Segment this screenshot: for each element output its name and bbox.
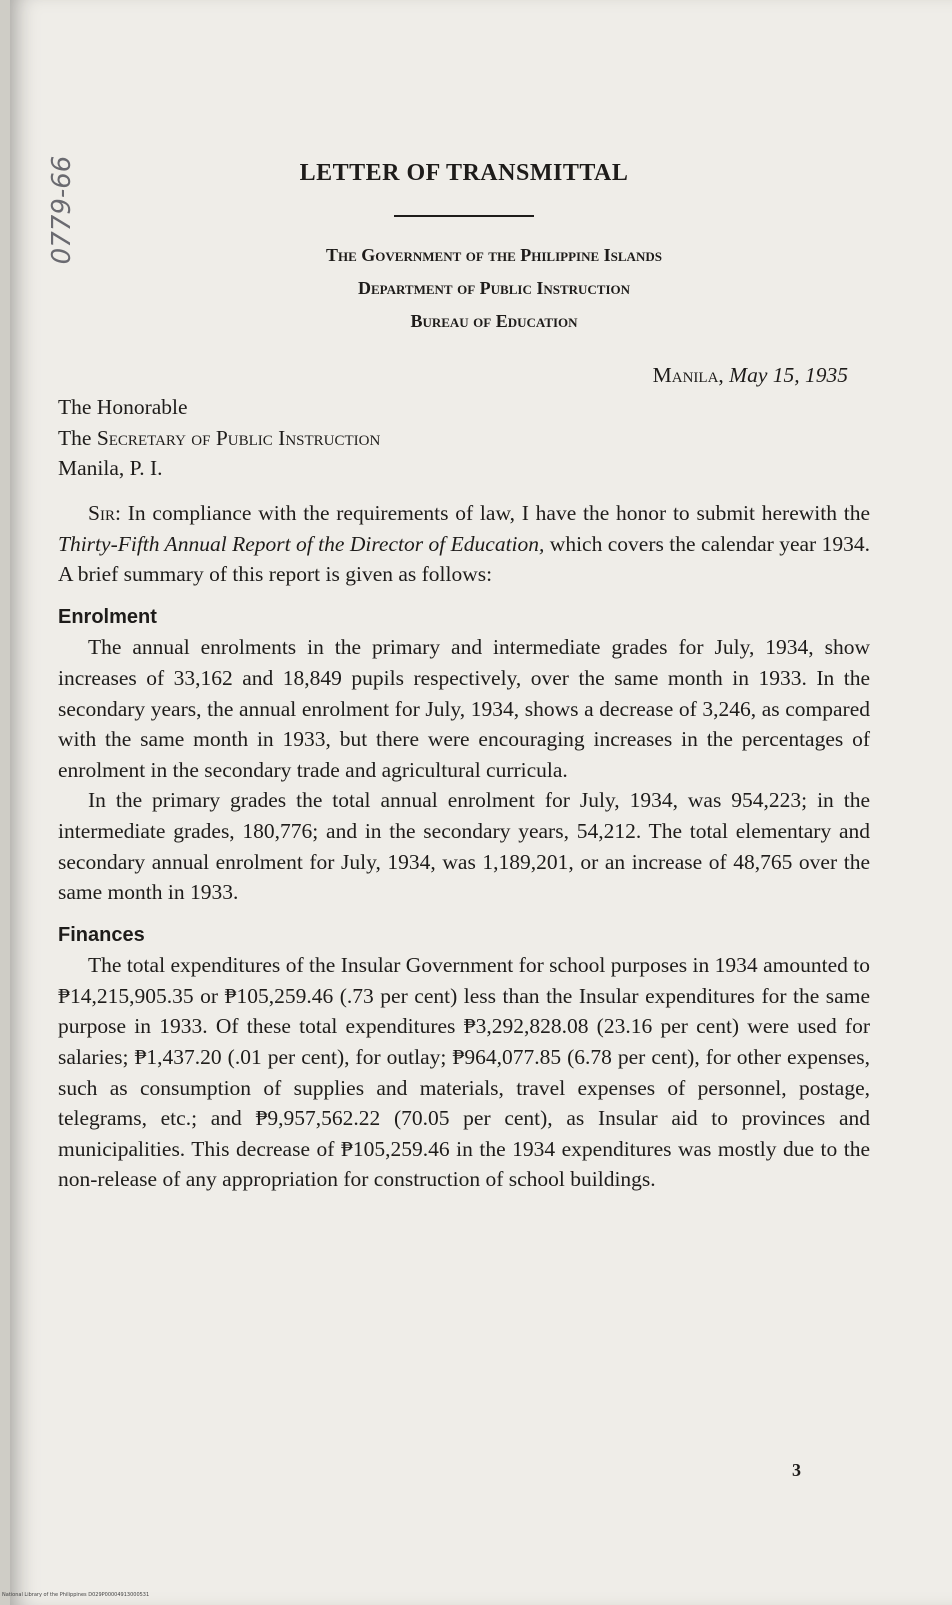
addressee-line-2 [58, 423, 870, 454]
dateline [58, 360, 848, 391]
dateline-city: Manila, [652, 362, 724, 387]
addressee-line-3: Manila, P. I. [58, 456, 163, 481]
addressee-block [58, 392, 870, 484]
archive-footer-stamp: National Library of the Philippines D029P00004913000531 [2, 1592, 150, 1598]
enrolment-paragraph-2: In the primary grades the total annual enrolment for July, 1934, was 954,223; in the intermediate grades, 180,776; and in the secondary years, 54,212. The total elementary and secondary annual enrolment for July, 1934, was 1,189,201, or an increase of 48,765 over the same month in 1933. [58, 788, 870, 905]
addressee-the: The [58, 425, 97, 450]
enrolment-heading: Enrolment [58, 605, 157, 628]
document-page [10, 0, 952, 1605]
intro-paragraph [58, 498, 870, 590]
title-divider [394, 215, 534, 217]
letter-title: LETTER OF TRANSMITTAL [299, 160, 629, 186]
finances-heading: Finances [58, 923, 145, 946]
intro-text-1: : In compliance with the requirements of law, I have the honor to submit herewith the [114, 500, 870, 525]
government-line: The Government of the Philippine Islands [326, 244, 662, 265]
report-title: Thirty-Fifth Annual Report of the Director of Education, [58, 531, 545, 556]
intro-text-2: which covers the calendar year 1934. A brief summary of this report is given as follows: [58, 531, 870, 587]
addressee-line-1: The Honorable [58, 395, 188, 420]
finances-paragraph-1: The total expenditures of the Insular Government for school purposes in 1934 amounted to ₱14,215,905.35 or ₱105,259.46 (.73 per cent) less than the Insular expenditures for the same purpose in 1933. Of these total expenditures ₱3,292,828.08 (23.16 per cent) were used for salaries; ₱1,437.20 (.01 per cent), for outlay; ₱964,077.85 (6.78 per cent), for other expenses, such as consumption of supplies and materials, travel expenses of personnel, postage, telegrams, etc.; and ₱9,957,562.22 (70.05 per cent), as Insular aid to provinces and municipalities. This decrease of ₱105,259.46 in the 1934 expenditures was mostly due to the non-release of any appropriation for construction of school buildings. [58, 953, 870, 1192]
handwritten-margin-note: 0779-66 [47, 155, 77, 265]
bureau-line: Bureau of Education [410, 310, 578, 331]
addressee-secretary: Secretary of Public Instruction [96, 425, 381, 450]
department-line: Department of Public Instruction [357, 277, 631, 298]
letter-body [58, 158, 870, 1195]
salutation: Sir [88, 500, 115, 525]
dateline-date: May 15, 1935 [729, 362, 848, 387]
page-number: 3 [792, 1460, 801, 1480]
enrolment-paragraph-1: The annual enrolments in the primary and intermediate grades for July, 1934, show increases of 33,162 and 18,849 pupils respectively, over the same month in 1933. In the secondary years, the annual enrolment for July, 1934, shows a decrease of 3,246, as compared with the same month in 1933, but there were encouraging increases in the percentages of enrolment in the secondary trade and agricultural curricula. [58, 635, 870, 782]
